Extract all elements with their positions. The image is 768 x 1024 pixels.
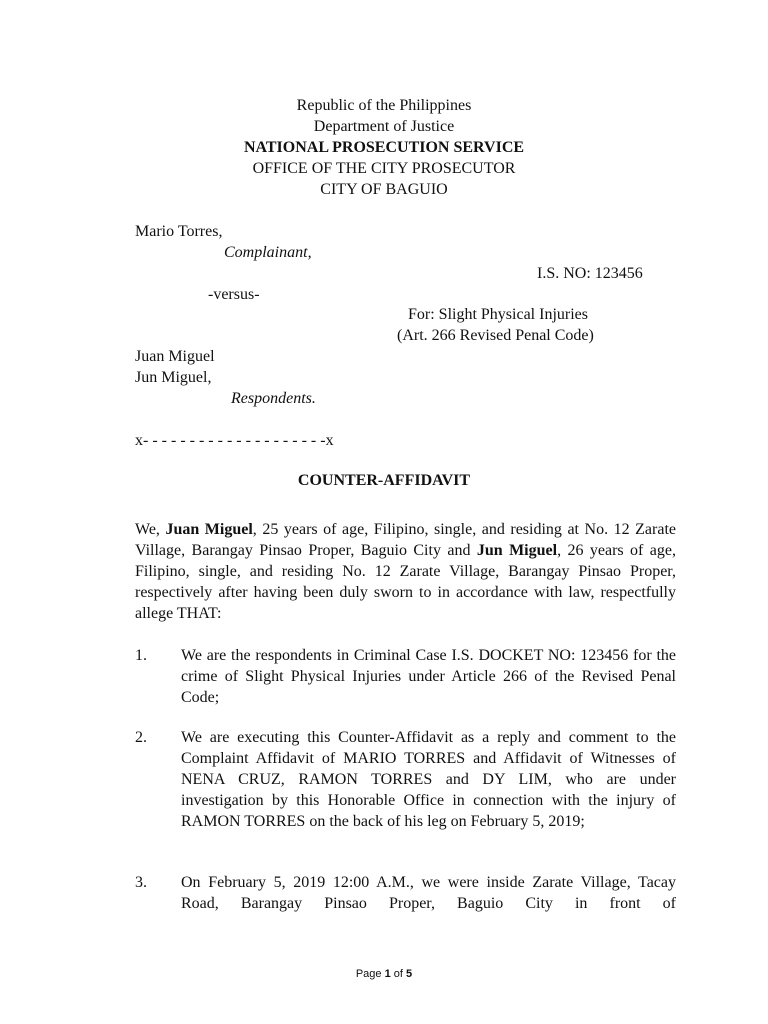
intro-text-2: , 25 years of age, Filipino, single, and residing at No. 12 Zarate Village, Barangay Pinsao Proper, Baguio City and xyxy=(135,521,677,559)
item-text-3: On February 5, 2019 12:00 A.M., we were inside Zarate Village, Tacay Road, Barangay Pinsao Proper, Baguio City in front of xyxy=(181,874,676,912)
footer-total-pages: 5 xyxy=(406,968,413,980)
intro-text-3: , 26 years of age, Filipino, single, and residing No. 12 Zarate Village, Barangay Pinsao Proper, respectively after having been duly sworn to in accordance with law, respectfully allege THAT: xyxy=(135,542,676,622)
header-department: Department of Justice xyxy=(313,118,455,135)
respondent-role: Respondents. xyxy=(231,390,316,407)
document-title: COUNTER-AFFIDAVIT xyxy=(297,472,471,489)
article-label: (Art. 266 Revised Penal Code) xyxy=(397,327,594,344)
item-number-1: 1. xyxy=(135,647,147,664)
intro-name-juan: Juan Miguel xyxy=(165,521,253,538)
header-republic: Republic of the Philippines xyxy=(296,97,472,114)
caption-separator: x- - - - - - - - - - - - - - - - - - - -x xyxy=(135,432,334,449)
header-city: CITY OF BAGUIO xyxy=(320,181,448,198)
header-service: NATIONAL PROSECUTION SERVICE xyxy=(243,139,525,156)
item-number-3: 3. xyxy=(135,874,147,891)
intro-paragraph xyxy=(135,519,676,624)
offense-label: For: Slight Physical Injuries xyxy=(408,306,588,323)
footer-page-word: Page xyxy=(355,968,382,980)
page-footer xyxy=(0,968,768,980)
item-text-2: We are executing this Counter-Affidavit as a reply and comment to the Complaint Affidavit of MARIO TORRES and Affidavit of Witnesses of NENA CRUZ, RAMON TORRES and DY LIM, who are under investigation by this Honorable Office in connection with the injury of RAMON TORRES on the back of his leg on February 5, 2019; xyxy=(181,729,676,830)
header-office: OFFICE OF THE CITY PROSECUTOR xyxy=(252,160,516,177)
footer-current-page: 1 xyxy=(384,968,391,980)
intro-text-1: We, xyxy=(135,521,166,538)
intro-name-jun: Jun Miguel xyxy=(476,542,558,559)
item-number-2: 2. xyxy=(135,729,147,746)
is-number: I.S. NO: 123456 xyxy=(537,265,643,282)
respondent-name-2: Jun Miguel, xyxy=(135,369,212,386)
complainant-role: Complainant, xyxy=(224,244,312,261)
footer-of-word: of xyxy=(393,968,403,980)
item-text-1: We are the respondents in Criminal Case I.S. DOCKET NO: 123456 for the crime of Slight Physical Injuries under Article 266 of the Revised Penal Code; xyxy=(181,647,676,706)
versus-label: -versus- xyxy=(208,286,260,303)
respondent-name-1: Juan Miguel xyxy=(135,348,215,365)
complainant-name: Mario Torres, xyxy=(135,223,223,240)
